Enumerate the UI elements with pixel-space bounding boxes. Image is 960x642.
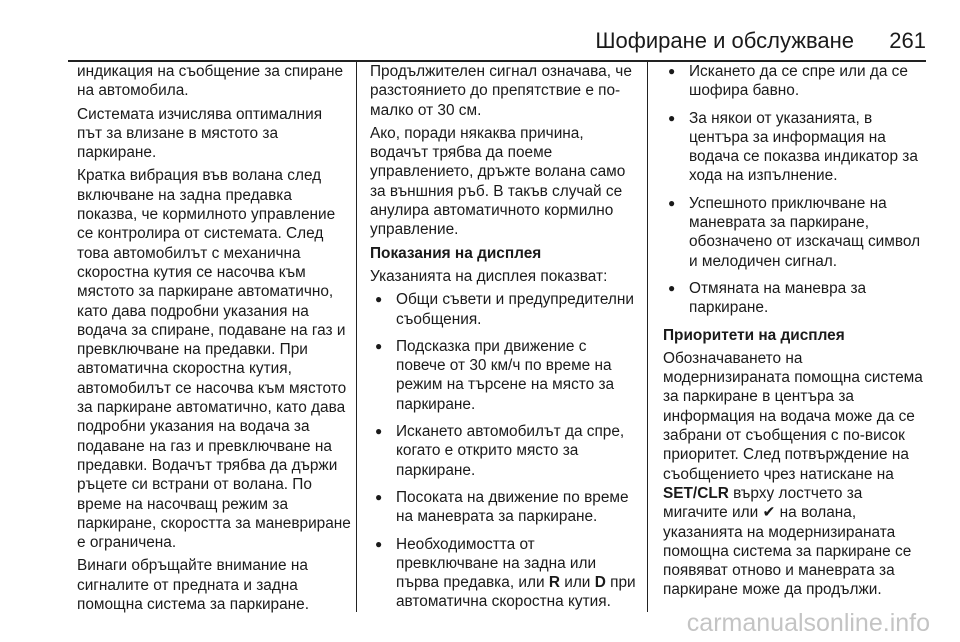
- paragraph: индикация на съобщение за спиране на автомобила.: [77, 63, 344, 100]
- list-item: ● Подсказка при движение с повече от 30 км/ч по време на режим на търсене на място за паркиране.: [370, 337, 638, 414]
- paragraph: Винаги обръщайте внимание на сигналите от предната и задна помощна система за паркиране.: [77, 557, 310, 614]
- set-clr-label: SET/CLR: [663, 484, 729, 502]
- list-item: ● Искането да се спре или да се шофира бавно.: [663, 62, 928, 101]
- column-divider: [647, 62, 648, 612]
- column-3: [663, 62, 928, 604]
- bullet-list: [663, 62, 928, 318]
- list-item: [370, 535, 638, 612]
- check-icon: ✔: [762, 504, 776, 522]
- list-item: ● Посоката на движение по време на маневрата за паркиране.: [370, 488, 638, 527]
- subheading-display-priorities: Приоритети на дисплея: [663, 326, 845, 344]
- paragraph: Ако, поради някаква причина, водачът трябва да поеме управлението, дръжте волана само за външния ръб. В такъв случай се анулира автоматичното кормилно управление.: [370, 124, 626, 239]
- list-item: ● Отмяната на маневра за паркиране.: [663, 279, 928, 318]
- column-1: [77, 62, 351, 618]
- text: Обозначаването на модернизираната помощна система за паркиране в центъра за информация на водача може да се забрани от съобщения с по-висок приоритет. След потвърждение на съобщението чрез натискане на: [663, 349, 923, 483]
- list-item: ● Общи съвети и предупредителни съобщения.: [370, 290, 638, 329]
- paragraph: Системата изчислява оптималния път за влизане в мястото за паркиране.: [77, 105, 323, 162]
- paragraph: [663, 349, 928, 600]
- paragraph: Указанията на дисплея показват:: [370, 267, 608, 285]
- text: върху лостчето за мигачите или: [663, 484, 863, 522]
- list-item: ● Искането автомобилът да спре, когато е открито място за паркиране.: [370, 422, 638, 480]
- text: при автоматична скоростна кутия.: [396, 574, 636, 611]
- page-number: 261: [889, 28, 926, 53]
- paragraph: Кратка вибрация във волана след включване на задна предавка показва, че кормилното управление се контролира от системата. След това автомобилът с механична скоростна кутия се насочва към мястото за паркиране автоматично, като дава подробни указания на водача за спиране, подаване на газ и превключване на предавки. При автоматична скоростна кутия, автомобилът се насочва към мястото за паркиране автоматично, като дава подробни указания на водача за подаване на газ и превключване на предавки. Водачът трябва да държи ръцете си встрани от волана. По време на насочващ режим за паркиране, скоростта за маневриране е ограничена.: [77, 167, 351, 552]
- bullet-list: [370, 290, 638, 611]
- text: Необходимостта от превключване на задна или първа предавка, или: [396, 535, 597, 592]
- subheading-display-indications: Показания на дисплея: [370, 244, 542, 262]
- list-item: ● Успешното приключване на маневрата за паркиране, обозначено от изскачащ символ и мелодичен сигнал.: [663, 194, 928, 271]
- text: на волана, указанията на модернизираната помощна система за паркиране се появяват отново и маневрата за паркиране може да продължи.: [663, 504, 912, 599]
- paragraph: Продължителен сигнал означава, че разстоянието до препятствие е по-малко от 30 см.: [370, 63, 632, 119]
- page-header: [68, 24, 926, 58]
- header-title: Шофиране и обслужване: [595, 28, 854, 53]
- list-item: ● За някои от указанията, в центъра за информация на водача се показва индикатор за хода на изпълнение.: [663, 109, 928, 186]
- gear-d-symbol: D: [594, 574, 606, 592]
- watermark: carmanualsonline.info: [686, 609, 930, 637]
- gear-r-symbol: R: [548, 574, 560, 592]
- text: или: [564, 574, 591, 592]
- column-divider: [356, 62, 357, 612]
- column-2: [370, 62, 638, 620]
